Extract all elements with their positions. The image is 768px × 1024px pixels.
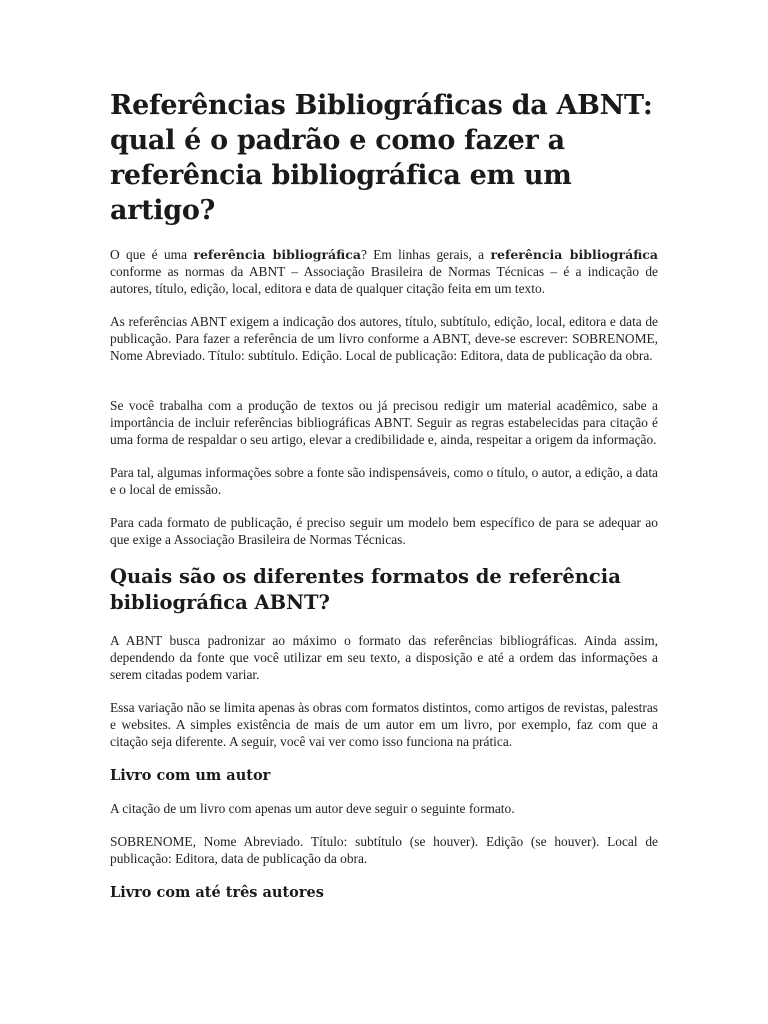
intro-bold-1: referência bibliográfica bbox=[193, 247, 361, 262]
paragraph-variacao: Essa variação não se limita apenas às obras com formatos distintos, como artigos de revistas, palestras e websites. A simples existência de mais de um autor em um livro, por exemplo, faz com que a citação seja diferente. A seguir, você vai ver como isso funciona na prática. bbox=[110, 700, 658, 749]
section-heading-formatos: Quais são os diferentes formatos de referência bibliográfica ABNT? bbox=[110, 565, 621, 614]
intro-text-1: O que é uma bbox=[110, 247, 194, 262]
paragraph-informacoes-fonte: Para tal, algumas informações sobre a fonte são indispensáveis, como o título, o autor, a edição, a data e o local de emissão. bbox=[110, 465, 658, 497]
document-page bbox=[110, 88, 658, 917]
article-title: Referências Bibliográficas da ABNT: qual é o padrão e como fazer a referência bibliográfica em um artigo? bbox=[110, 90, 653, 226]
paragraph-formato-um-autor: SOBRENOME, Nome Abreviado. Título: subtítulo (se houver). Edição (se houver). Local de publicação: Editora, data de publicação da obra. bbox=[110, 834, 658, 866]
subheading-livro-um-autor: Livro com um autor bbox=[110, 767, 271, 784]
intro-text-2: ? Em linhas gerais, a bbox=[360, 247, 491, 262]
subheading-livro-tres-autores: Livro com até três autores bbox=[110, 884, 324, 901]
intro-bold-2: referência bibliográfica bbox=[490, 247, 659, 262]
paragraph-producao-textos: Se você trabalha com a produção de textos ou já precisou redigir um material acadêmico, sabe a importância de incluir referências bibliográficas ABNT. Seguir as regras estabelecidas para citação é uma forma de respaldar o seu artigo, elevar a credibilidade e, ainda, respeitar a origem da informação. bbox=[110, 398, 658, 447]
intro-text-3: conforme as normas da ABNT – Associação Brasileira de Normas Técnicas – é a indicação de autores, título, edição, local, editora e data de qualquer citação feita em um texto. bbox=[110, 264, 658, 296]
paragraph-padronizar: A ABNT busca padronizar ao máximo o formato das referências bibliográficas. Ainda assim, dependendo da fonte que você utilizar em seu texto, a disposição e até a ordem das informações a serem citadas podem variar. bbox=[110, 633, 658, 682]
paragraph-formato-publicacao: Para cada formato de publicação, é preciso seguir um modelo bem específico de para se adequar ao que exige a Associação Brasileira de Normas Técnicas. bbox=[110, 515, 658, 547]
paragraph-referencias-abnt: As referências ABNT exigem a indicação dos autores, título, subtítulo, edição, local, editora e data de publicação. Para fazer a referência de um livro conforme a ABNT, deve-se escrever: SOBRENOME, Nome Abreviado. Título: subtítulo. Edição. Local de publicação: Editora, data de publicação da obra. bbox=[110, 314, 658, 363]
paragraph-citacao-um-autor: A citação de um livro com apenas um autor deve seguir o seguinte formato. bbox=[110, 801, 515, 816]
intro-paragraph bbox=[110, 246, 658, 297]
